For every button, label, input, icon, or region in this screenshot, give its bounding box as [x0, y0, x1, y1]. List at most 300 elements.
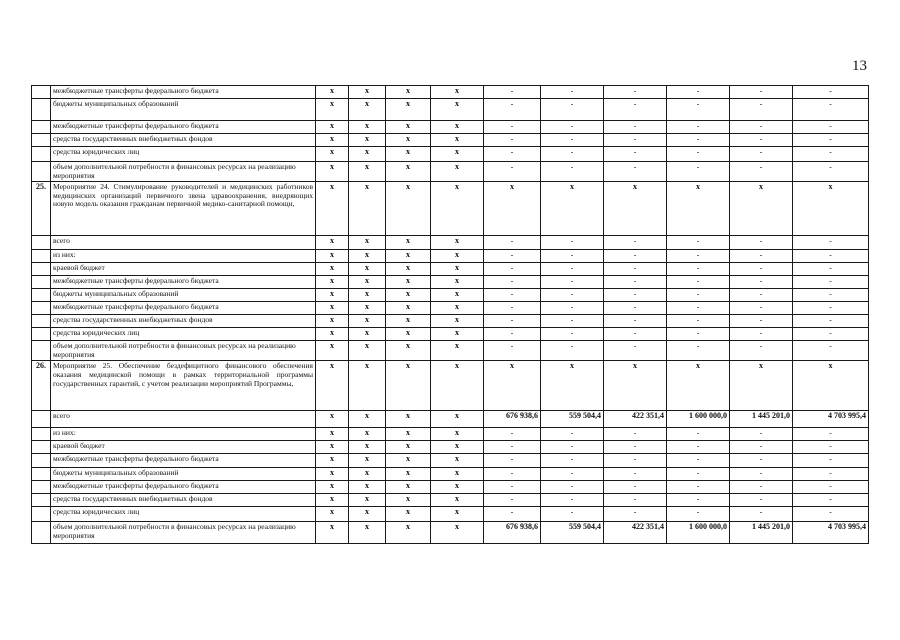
table-cell: 422 351,4 [604, 411, 667, 428]
table-cell: x [349, 441, 386, 454]
table-cell: - [604, 328, 667, 341]
table-cell: - [667, 428, 730, 441]
table-cell: x [349, 121, 386, 134]
table-cell: x [316, 134, 349, 147]
table-cell: x [349, 494, 386, 507]
table-cell: x [316, 182, 349, 236]
table-cell: - [484, 134, 541, 147]
table-row [32, 302, 869, 315]
table-cell: - [667, 302, 730, 315]
row-number [32, 121, 51, 134]
table-cell: x [349, 147, 386, 162]
row-description: Мероприятие 25. Обеспечение бездефицитного финансового обеспечения оказания медицинской помощи в рамках территориальной программы государственных гарантий, с учетом реализации мероприятий Программы, [51, 361, 316, 411]
row-description: бюджеты муниципальных образований [51, 468, 316, 481]
row-description: объем дополнительной потребности в финансовых ресурсах на реализацию мероприятия [51, 522, 316, 544]
table-cell: x [349, 99, 386, 121]
table-cell: x [349, 507, 386, 522]
table-cell: - [793, 507, 869, 522]
row-number [32, 276, 51, 289]
table-cell: x [386, 454, 431, 468]
table-cell: - [484, 276, 541, 289]
table-cell: x [793, 361, 869, 411]
table-cell: x [431, 86, 484, 99]
table-row [32, 315, 869, 328]
table-cell: x [349, 454, 386, 468]
table-cell: - [793, 454, 869, 468]
table-cell: - [730, 121, 793, 134]
table-cell: x [349, 134, 386, 147]
table-cell: - [730, 236, 793, 250]
table-cell: - [541, 250, 604, 263]
table-cell: - [793, 134, 869, 147]
table-cell: - [541, 468, 604, 481]
table-cell: x [386, 250, 431, 263]
table-cell: x [386, 428, 431, 441]
table-row [32, 361, 869, 411]
row-number: 26. [32, 361, 51, 411]
table-cell: 1 445 201,0 [730, 411, 793, 428]
row-description: средства государственных внебюджетных фондов [51, 494, 316, 507]
row-description: межбюджетные трансферты федерального бюджета [51, 86, 316, 99]
table-cell: 4 703 995,4 [793, 522, 869, 544]
table-cell: 559 504,4 [541, 411, 604, 428]
table-cell: x [349, 302, 386, 315]
table-cell: - [541, 454, 604, 468]
table-cell: x [386, 289, 431, 302]
table-cell: - [604, 147, 667, 162]
table-cell: - [667, 468, 730, 481]
table-cell: - [484, 236, 541, 250]
table-cell: - [541, 121, 604, 134]
table-cell: - [541, 276, 604, 289]
row-number [32, 236, 51, 250]
table-cell: x [316, 250, 349, 263]
table-cell: x [386, 507, 431, 522]
table-cell: x [386, 441, 431, 454]
table-cell: x [431, 428, 484, 441]
table-cell: x [316, 121, 349, 134]
table-cell: x [349, 315, 386, 328]
table-cell: x [386, 302, 431, 315]
row-number [32, 494, 51, 507]
table-cell: x [316, 441, 349, 454]
table-cell: x [386, 468, 431, 481]
table-cell: - [793, 441, 869, 454]
table-cell: - [541, 302, 604, 315]
row-description: средства юридических лиц [51, 147, 316, 162]
table-cell: x [431, 341, 484, 361]
table-cell: - [730, 441, 793, 454]
table-cell: - [484, 147, 541, 162]
table-cell: - [541, 147, 604, 162]
table-cell: x [349, 86, 386, 99]
table-cell: x [730, 182, 793, 236]
table-cell: x [349, 341, 386, 361]
table-cell: x [349, 182, 386, 236]
table-cell: x [386, 411, 431, 428]
table-row [32, 99, 869, 121]
table-cell: x [386, 86, 431, 99]
table-cell: - [604, 441, 667, 454]
table-cell: - [667, 250, 730, 263]
table-cell: - [484, 468, 541, 481]
table-cell: - [793, 302, 869, 315]
table-cell: - [667, 99, 730, 121]
row-number [32, 147, 51, 162]
table-cell: x [316, 236, 349, 250]
row-description: Мероприятие 24. Стимулирование руководителей и медицинских работников медицинских организаций первичного звена здравоохранения, внедряющих новую модель оказания гражданам первичной медико-санитарной помощи, [51, 182, 316, 236]
table-cell: x [316, 315, 349, 328]
table-cell: - [730, 481, 793, 494]
table-cell: - [484, 428, 541, 441]
table-row [32, 182, 869, 236]
table-cell: x [667, 182, 730, 236]
table-cell: - [484, 481, 541, 494]
table-cell: - [730, 315, 793, 328]
table-cell: - [730, 468, 793, 481]
table-cell: - [604, 481, 667, 494]
table-cell: x [316, 263, 349, 276]
table-cell: - [541, 494, 604, 507]
table-cell: x [431, 328, 484, 341]
table-cell: x [316, 468, 349, 481]
table-cell: x [386, 361, 431, 411]
table-cell: x [386, 341, 431, 361]
table-cell: x [349, 411, 386, 428]
table-cell: x [431, 182, 484, 236]
row-description: объем дополнительной потребности в финансовых ресурсах на реализацию мероприятия [51, 341, 316, 361]
table-cell: - [484, 494, 541, 507]
row-description: межбюджетные трансферты федерального бюджета [51, 302, 316, 315]
table-cell: x [316, 99, 349, 121]
table-cell: - [604, 86, 667, 99]
table-cell: x [386, 134, 431, 147]
row-description: из них: [51, 428, 316, 441]
table-cell: - [793, 162, 869, 182]
table-cell: - [667, 328, 730, 341]
table-cell: - [730, 494, 793, 507]
table-cell: - [604, 99, 667, 121]
table-cell: x [349, 481, 386, 494]
table-cell: x [316, 86, 349, 99]
table-cell: x [386, 328, 431, 341]
table-cell: - [541, 162, 604, 182]
table-cell: x [667, 361, 730, 411]
table-cell: x [316, 481, 349, 494]
row-number [32, 263, 51, 276]
table-cell: - [793, 250, 869, 263]
row-description: краевой бюджет [51, 263, 316, 276]
table-cell: - [484, 315, 541, 328]
table-cell: x [386, 147, 431, 162]
row-number [32, 134, 51, 147]
table-cell: - [541, 99, 604, 121]
table-cell: x [316, 454, 349, 468]
table-cell: - [604, 263, 667, 276]
table-cell: - [667, 507, 730, 522]
table-row [32, 522, 869, 544]
row-description: межбюджетные трансферты федерального бюджета [51, 454, 316, 468]
table-cell: - [484, 121, 541, 134]
table-cell: x [316, 162, 349, 182]
table-cell: x [349, 276, 386, 289]
row-description: объем дополнительной потребности в финансовых ресурсах на реализацию мероприятия [51, 162, 316, 182]
budget-table [31, 85, 869, 544]
table-cell: x [316, 302, 349, 315]
table-row [32, 263, 869, 276]
table-cell: - [730, 147, 793, 162]
table-cell: x [386, 182, 431, 236]
table-cell: x [349, 361, 386, 411]
row-number [32, 411, 51, 428]
table-cell: x [484, 361, 541, 411]
table-cell: - [730, 162, 793, 182]
table-cell: - [541, 315, 604, 328]
table-body [32, 86, 869, 544]
table-cell: - [667, 341, 730, 361]
row-number [32, 99, 51, 121]
table-cell: - [667, 494, 730, 507]
row-description: средства государственных внебюджетных фондов [51, 315, 316, 328]
table-cell: - [793, 428, 869, 441]
table-cell: - [484, 250, 541, 263]
table-cell: - [541, 328, 604, 341]
table-cell: - [541, 263, 604, 276]
table-cell: x [793, 182, 869, 236]
table-cell: x [316, 147, 349, 162]
table-cell: x [431, 315, 484, 328]
table-cell: - [667, 147, 730, 162]
table-cell: - [793, 341, 869, 361]
table-cell: x [316, 276, 349, 289]
table-cell: x [316, 289, 349, 302]
table-cell: x [431, 263, 484, 276]
table-cell: x [431, 250, 484, 263]
table-cell: x [604, 182, 667, 236]
table-cell: x [431, 289, 484, 302]
row-description: всего [51, 236, 316, 250]
table-row [32, 121, 869, 134]
row-number [32, 341, 51, 361]
table-cell: - [604, 507, 667, 522]
table-cell: x [431, 441, 484, 454]
row-number [32, 86, 51, 99]
table-cell: - [604, 134, 667, 147]
table-cell: x [541, 182, 604, 236]
table-cell: - [604, 454, 667, 468]
table-cell: x [431, 468, 484, 481]
table-cell: 676 938,6 [484, 411, 541, 428]
table-cell: x [386, 315, 431, 328]
table-cell: - [484, 263, 541, 276]
row-description: всего [51, 411, 316, 428]
row-number [32, 302, 51, 315]
table-cell: x [386, 162, 431, 182]
table-cell: - [604, 468, 667, 481]
table-cell: x [730, 361, 793, 411]
table-cell: - [793, 315, 869, 328]
table-cell: - [604, 315, 667, 328]
table-row [32, 162, 869, 182]
table-cell: - [730, 454, 793, 468]
table-cell: - [541, 134, 604, 147]
table-cell: x [431, 361, 484, 411]
table-cell: x [431, 121, 484, 134]
table-cell: - [730, 289, 793, 302]
table-cell: x [386, 276, 431, 289]
table-cell: x [349, 522, 386, 544]
table-cell: - [793, 468, 869, 481]
table-cell: - [541, 428, 604, 441]
table-cell: x [386, 494, 431, 507]
table-cell: x [431, 276, 484, 289]
table-cell: - [541, 441, 604, 454]
table-cell: x [431, 302, 484, 315]
table-cell: - [667, 441, 730, 454]
table-cell: x [431, 454, 484, 468]
table-cell: - [793, 289, 869, 302]
table-row [32, 494, 869, 507]
table-cell: - [793, 147, 869, 162]
table-row [32, 441, 869, 454]
row-description: бюджеты муниципальных образований [51, 99, 316, 121]
row-number [32, 507, 51, 522]
table-cell: - [484, 341, 541, 361]
table-cell: - [793, 328, 869, 341]
table-cell: - [730, 341, 793, 361]
table-cell: - [484, 99, 541, 121]
table-row [32, 276, 869, 289]
table-cell: - [730, 250, 793, 263]
table-cell: x [316, 328, 349, 341]
table-cell: x [386, 236, 431, 250]
table-cell: x [316, 341, 349, 361]
table-cell: x [431, 236, 484, 250]
table-cell: - [667, 121, 730, 134]
row-number [32, 441, 51, 454]
row-number [32, 289, 51, 302]
table-cell: - [730, 99, 793, 121]
table-cell: - [484, 441, 541, 454]
table-cell: - [793, 494, 869, 507]
table-cell: x [541, 361, 604, 411]
page-number: 13 [852, 58, 867, 74]
table-cell: x [349, 428, 386, 441]
table-row [32, 134, 869, 147]
table-cell: - [541, 236, 604, 250]
row-number: 25. [32, 182, 51, 236]
table-cell: - [604, 341, 667, 361]
table-cell: - [541, 481, 604, 494]
row-number [32, 428, 51, 441]
table-cell: x [431, 507, 484, 522]
table-cell: - [604, 162, 667, 182]
table-cell: - [793, 236, 869, 250]
table-cell: - [667, 86, 730, 99]
table-cell: - [484, 454, 541, 468]
table-cell: x [431, 494, 484, 507]
table-cell: - [667, 276, 730, 289]
table-cell: - [730, 86, 793, 99]
table-cell: x [431, 162, 484, 182]
row-number [32, 454, 51, 468]
row-description: средства юридических лиц [51, 507, 316, 522]
table-row [32, 468, 869, 481]
table-cell: x [484, 182, 541, 236]
table-cell: - [667, 162, 730, 182]
table-cell: - [730, 134, 793, 147]
table-cell: 4 703 995,4 [793, 411, 869, 428]
table-cell: 422 351,4 [604, 522, 667, 544]
table-row [32, 341, 869, 361]
table-cell: x [386, 263, 431, 276]
table-cell: - [667, 236, 730, 250]
table-cell: - [604, 289, 667, 302]
table-cell: x [349, 328, 386, 341]
table-cell: - [484, 328, 541, 341]
table-row [32, 481, 869, 494]
table-cell: - [604, 428, 667, 441]
table-row [32, 147, 869, 162]
table-cell: x [431, 134, 484, 147]
table-cell: - [730, 263, 793, 276]
row-description: межбюджетные трансферты федерального бюджета [51, 121, 316, 134]
table-cell: - [793, 99, 869, 121]
table-cell: x [316, 361, 349, 411]
row-description: бюджеты муниципальных образований [51, 289, 316, 302]
table-row [32, 289, 869, 302]
table-cell: x [431, 411, 484, 428]
row-number [32, 522, 51, 544]
table-cell: x [349, 468, 386, 481]
table-cell: - [484, 289, 541, 302]
table-cell: - [541, 86, 604, 99]
table-cell: - [793, 276, 869, 289]
table-cell: - [793, 263, 869, 276]
table-cell: - [730, 328, 793, 341]
table-cell: - [730, 276, 793, 289]
table-cell: x [386, 522, 431, 544]
table-cell: x [349, 263, 386, 276]
row-number [32, 162, 51, 182]
table-cell: - [604, 494, 667, 507]
table-row [32, 454, 869, 468]
table-cell: - [604, 250, 667, 263]
table-cell: - [484, 162, 541, 182]
table-cell: 1 600 000,0 [667, 411, 730, 428]
table-cell: 1 445 201,0 [730, 522, 793, 544]
table-cell: - [667, 134, 730, 147]
table-cell: x [386, 121, 431, 134]
row-number [32, 328, 51, 341]
table-cell: - [667, 454, 730, 468]
table-cell: - [604, 276, 667, 289]
table-cell: - [604, 236, 667, 250]
table-cell: - [730, 428, 793, 441]
table-cell: x [316, 522, 349, 544]
table-cell: - [793, 121, 869, 134]
table-cell: - [541, 289, 604, 302]
table-cell: 559 504,4 [541, 522, 604, 544]
table-cell: - [484, 86, 541, 99]
table-cell: x [316, 411, 349, 428]
table-cell: x [316, 428, 349, 441]
table-cell: - [541, 507, 604, 522]
table-cell: - [793, 86, 869, 99]
table-cell: - [667, 481, 730, 494]
table-row [32, 328, 869, 341]
table-cell: - [793, 481, 869, 494]
